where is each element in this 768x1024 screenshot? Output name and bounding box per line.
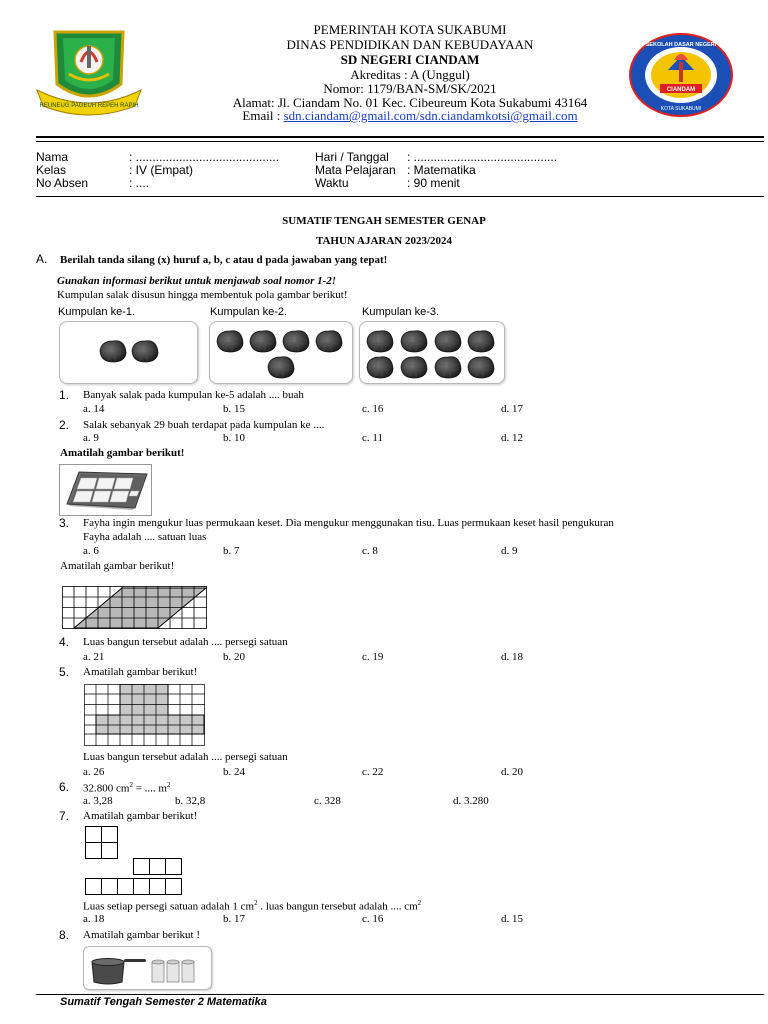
q2-text: Salak sebanyak 29 buah terdapat pada kumpulan ke .... [83,419,325,431]
logo-right-ribbon: CIANDAM [666,87,696,93]
salak-item [435,331,461,352]
salak-item [468,357,494,378]
q1-option-c[interactable]: c. 16 [362,403,384,415]
q2-option-b[interactable]: b. 10 [223,432,245,444]
salak-item [367,357,393,378]
hari-label: Hari / Tanggal [315,150,389,164]
q3-text-line-2: Fayha adalah .... satuan luas [83,531,207,543]
hari-value[interactable]: : ........................................... [407,150,558,164]
mapel-label: Mata Pelajaran [315,163,396,177]
header-line-1: PEMERINTAH KOTA SUKABUMI [313,22,507,37]
q7-option-c[interactable]: c. 16 [362,913,384,925]
amatilah-text: Amatilah gambar berikut! [60,560,175,572]
q5-number: 5. [59,665,70,679]
info-instruction: Gunakan informasi berikut untuk menjawab soal nomor 1-2! [57,275,337,287]
q3-option-d[interactable]: d. 9 [501,545,518,557]
waktu-value: : 90 menit [407,176,460,190]
footer-rule [36,994,764,995]
nama-label: Nama [36,150,69,164]
q4-option-b[interactable]: b. 20 [223,651,245,663]
kelas-value: : IV (Empat) [129,163,194,177]
q4-option-a[interactable]: a. 21 [83,651,105,663]
header-line-2: DINAS PENDIDIKAN DAN KEBUDAYAAN [286,37,534,52]
section-a-instruction: Berilah tanda silang (x) huruf a, b, c atau d pada jawaban yang tepat! [60,254,388,266]
amatilah-heading: Amatilah gambar berikut! [60,447,185,459]
q5-text-2: Luas bangun tersebut adalah .... persegi satuan [83,751,288,763]
q5-option-d[interactable]: d. 20 [501,766,523,778]
q2-option-a[interactable]: a. 9 [83,432,99,444]
salak-item [100,341,126,362]
q2-option-c[interactable]: c. 11 [362,432,383,444]
pan-and-cups-image [88,950,208,986]
nama-value[interactable]: : ........................................... [129,150,280,164]
q7-text: Amatilah gambar berikut! [83,810,198,822]
info-text: Kumpulan salak disusun hingga membentuk pola gambar berikut! [57,289,348,301]
salak-item [283,331,309,352]
salak-item [316,331,342,352]
email-label: Email : [242,108,284,123]
salak-group-2 [217,331,342,378]
q6-text: 32.800 $cm^2$ = .... $m^2$ [83,781,171,795]
logo-left-ribbon: REUNEUG PAGEUH REPEH RAPIH [39,103,139,109]
salak-group-3 [367,331,494,378]
kelas-label: Kelas [36,163,67,177]
parallelogram-grid [62,586,210,630]
footer-text: Sumatif Tengah Semester 2 Matematika [60,996,267,1008]
q8-number: 8. [59,928,70,942]
q6-number: 6. [59,780,70,794]
section-a-letter: A. [36,252,48,266]
q3-number: 3. [59,516,70,530]
q2-number: 2. [59,418,70,432]
q3-option-a[interactable]: a. 6 [83,545,99,557]
email-link[interactable]: sdn.ciandam@gmail.com/sdn.ciandamkotsi@gmail.com [283,108,578,123]
q1-option-a[interactable]: a. 14 [83,403,105,415]
waktu-label: Waktu [315,176,349,190]
q5-text: Amatilah gambar berikut! [83,666,198,678]
shaded-shape-grid [84,684,210,746]
nomor: Nomor: 1179/BAN-SM/SK/2021 [323,81,497,96]
salak-item [468,331,494,352]
q4-text: Luas bangun tersebut adalah .... persegi satuan [83,636,288,648]
keset-tisu-image [59,464,152,516]
q3-option-c[interactable]: c. 8 [362,545,378,557]
q6-option-b[interactable]: b. 32,8 [175,795,206,807]
q4-option-c[interactable]: c. 19 [362,651,384,663]
q8-text: Amatilah gambar berikut ! [83,929,200,941]
exam-title: SUMATIF TENGAH SEMESTER GENAP [282,215,486,227]
alamat: Alamat: Jl. Ciandam No. 01 Kec. Cibeureum Kota Sukabumi 43164 [232,95,588,110]
q6-option-c[interactable]: c. 328 [314,795,341,807]
absen-label: No Absen [36,176,89,190]
salak-item [132,341,158,362]
q7-option-a[interactable]: a. 18 [83,913,105,925]
kumpulan-label-3: Kumpulan ke-3. [362,306,440,318]
mapel-value: : Matematika [407,163,476,177]
salak-item [401,357,427,378]
q1-number: 1. [59,388,70,402]
absen-value[interactable]: : .... [129,176,150,190]
q7-text-2: Luas setiap persegi satuan adalah 1 $cm^2$ . luas bangun tersebut adalah .... $cm^2$ [83,899,422,913]
salak-pattern [0,0,768,400]
salak-item [268,357,294,378]
q4-number: 4. [59,635,70,649]
q7-option-d[interactable]: d. 15 [501,913,523,925]
q3-option-b[interactable]: b. 7 [223,545,240,557]
exam-year: TAHUN AJARAN 2023/2024 [315,235,453,247]
salak-item [250,331,276,352]
logo-right-text: SEKOLAH DASAR NEGERI [645,42,717,48]
q5-option-b[interactable]: b. 24 [223,766,245,778]
q4-option-d[interactable]: d. 18 [501,651,523,663]
salak-group-1 [100,341,158,362]
q5-option-a[interactable]: a. 26 [83,766,105,778]
salak-item [217,331,243,352]
q7-number: 7. [59,809,70,823]
logo-right-sub: KOTA SUKABUMI [660,106,702,112]
q1-option-b[interactable]: b. 15 [223,403,245,415]
q3-text-line-1: Fayha ingin mengukur luas permukaan keset. Dia mengukur menggunakan tisu. Luas permukaan keset hasil pengukuran [83,517,614,529]
unit-squares-shape [85,826,185,896]
kumpulan-label-1: Kumpulan ke-1. [58,306,136,318]
salak-item [367,331,393,352]
q7-option-b[interactable]: b. 17 [223,913,245,925]
q1-option-d[interactable]: d. 17 [501,403,523,415]
kumpulan-label-2: Kumpulan ke-2. [210,306,288,318]
q2-option-d[interactable]: d. 12 [501,432,523,444]
q6-option-d[interactable]: d. 3.280 [453,795,489,807]
school-name: SD NEGERI CIANDAM [340,52,480,67]
salak-item [401,331,427,352]
akreditasi: Akreditas : A (Unggul) [350,67,470,82]
q6-option-a[interactable]: a. 3,28 [83,795,113,807]
salak-item [435,357,461,378]
q1-text: Banyak salak pada kumpulan ke-5 adalah .... buah [83,389,304,401]
q5-option-c[interactable]: c. 22 [362,766,384,778]
